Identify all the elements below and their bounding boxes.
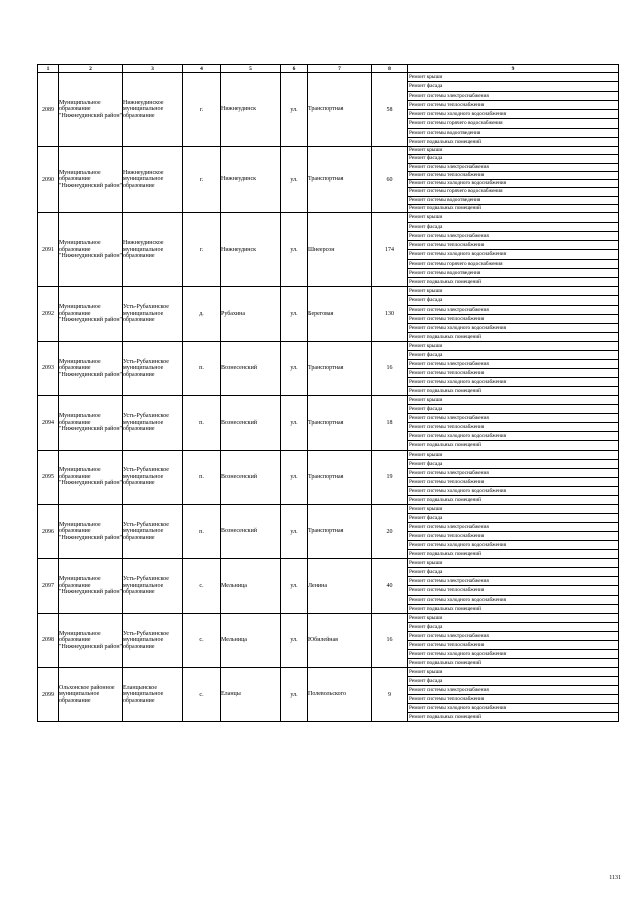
house-number: 19 (372, 450, 408, 504)
settlement-type: г. (183, 213, 221, 287)
municipal-district: Муниципальное образование "Нижнеудинский район" (59, 147, 123, 213)
settlement-name: Нижнеудинское муниципальное образование (123, 213, 183, 287)
repair-work-item: Ремонт крыши (408, 505, 618, 514)
repair-works-list (408, 504, 619, 558)
settlement-type: г. (183, 73, 221, 147)
repair-work-item: Ремонт крыши (408, 451, 618, 460)
repair-work-item: Ремонт фасада (408, 296, 618, 305)
repair-work-item: Ремонт системы электроснабжения (408, 577, 618, 586)
table-row (38, 147, 619, 213)
settlement-name: Нижнеудинское муниципальное образование (123, 73, 183, 147)
street-type: ул. (281, 341, 308, 395)
repair-work-item: Ремонт системы электроснабжения (408, 686, 618, 695)
repair-work-item: Ремонт системы водоотведения (408, 197, 618, 205)
street-name: Юбилейная (308, 613, 372, 667)
municipal-district: Муниципальное образование "Нижнеудинский район" (59, 396, 123, 450)
repair-works-list (408, 147, 619, 213)
table-row (38, 73, 619, 147)
settlement-type: п. (183, 450, 221, 504)
repair-work-item: Ремонт системы холодного водоснабжения (408, 378, 618, 387)
street-name: Транспортная (308, 450, 372, 504)
repair-work-item: Ремонт фасада (408, 351, 618, 360)
row-number: 2091 (38, 213, 59, 287)
row-number: 2099 (38, 668, 59, 722)
repair-work-item: Ремонт системы электроснабжения (408, 632, 618, 641)
street-type: ул. (281, 613, 308, 667)
street-type: ул. (281, 287, 308, 341)
repair-work-item: Ремонт системы горячего водоснабжения (408, 119, 618, 128)
settlement-type: с. (183, 613, 221, 667)
repair-work-item: Ремонт системы теплоснабжения (408, 641, 618, 650)
house-number: 18 (372, 396, 408, 450)
repair-work-item: Ремонт крыши (408, 396, 618, 405)
repair-work-item: Ремонт фасада (408, 568, 618, 577)
house-number: 174 (372, 213, 408, 287)
row-number: 2095 (38, 450, 59, 504)
settlement-name: Усть-Рубахинское муниципальное образование (123, 341, 183, 395)
municipal-district: Муниципальное образование "Нижнеудинский район" (59, 504, 123, 558)
repair-work-item: Ремонт системы холодного водоснабжения (408, 704, 618, 713)
repair-works-list (408, 559, 619, 613)
street-type: ул. (281, 504, 308, 558)
repair-works-list (408, 213, 619, 287)
street-type: ул. (281, 73, 308, 147)
settlement-name: Усть-Рубахинское муниципальное образование (123, 450, 183, 504)
repair-work-item: Ремонт фасада (408, 460, 618, 469)
repair-work-item: Ремонт системы холодного водоснабжения (408, 250, 618, 259)
repair-work-item: Ремонт системы теплоснабжения (408, 315, 618, 324)
settlement-type: п. (183, 504, 221, 558)
repair-work-item: Ремонт крыши (408, 147, 618, 155)
settlement-type: г. (183, 147, 221, 213)
table-row (38, 213, 619, 287)
settlement-type: п. (183, 396, 221, 450)
street-type: ул. (281, 450, 308, 504)
repair-work-item: Ремонт системы электроснабжения (408, 414, 618, 423)
repair-work-item: Ремонт крыши (408, 559, 618, 568)
repair-work-item: Ремонт крыши (408, 287, 618, 296)
repair-work-item: Ремонт фасада (408, 677, 618, 686)
table-row (38, 341, 619, 395)
street-type: ул. (281, 668, 308, 722)
row-number: 2093 (38, 341, 59, 395)
street-type: ул. (281, 396, 308, 450)
table-body (38, 73, 619, 722)
repair-work-item: Ремонт фасада (408, 514, 618, 523)
table-row (38, 613, 619, 667)
municipal-district: Муниципальное образование "Нижнеудинский район" (59, 341, 123, 395)
street-name: Полевольского (308, 668, 372, 722)
locality-name: Нижнеудинск (221, 73, 281, 147)
repair-work-item: Ремонт системы теплоснабжения (408, 241, 618, 250)
repair-work-item: Ремонт фасада (408, 82, 618, 91)
municipal-district: Муниципальное образование "Нижнеудинский район" (59, 559, 123, 613)
repair-works-list (408, 73, 619, 147)
repair-work-item: Ремонт системы теплоснабжения (408, 532, 618, 541)
street-name: Береговая (308, 287, 372, 341)
repair-work-item: Ремонт системы водоотведения (408, 129, 618, 138)
column-header-3: 3 (123, 65, 183, 73)
column-header-4: 4 (183, 65, 221, 73)
repair-works-list (408, 287, 619, 341)
table-header-row (38, 65, 619, 73)
repair-works-list (408, 341, 619, 395)
settlement-name: Еланцынское муниципальное образование (123, 668, 183, 722)
table-row (38, 287, 619, 341)
row-number: 2096 (38, 504, 59, 558)
repair-work-item: Ремонт системы теплоснабжения (408, 423, 618, 432)
row-number: 2097 (38, 559, 59, 613)
settlement-type: п. (183, 341, 221, 395)
repair-work-item: Ремонт подвальных помещений (409, 204, 481, 211)
repair-work-item: Ремонт системы теплоснабжения (408, 478, 618, 487)
table-row (38, 668, 619, 722)
house-number: 16 (372, 613, 408, 667)
settlement-name: Усть-Рубахинское муниципальное образование (123, 559, 183, 613)
repair-work-item: Ремонт системы холодного водоснабжения (408, 324, 618, 333)
repair-work-item: Ремонт системы электроснабжения (408, 360, 618, 369)
house-number: 60 (372, 147, 408, 213)
repair-work-item: Ремонт фасада (408, 223, 618, 232)
municipal-district: Муниципальное образование "Нижнеудинский район" (59, 73, 123, 147)
repair-work-item: Ремонт системы электроснабжения (408, 523, 618, 532)
municipal-district: Муниципальное образование "Нижнеудинский район" (59, 287, 123, 341)
settlement-name: Усть-Рубахинское муниципальное образование (123, 396, 183, 450)
repair-work-item: Ремонт системы холодного водоснабжения (408, 110, 618, 119)
repair-work-item: Ремонт подвальных помещений (409, 279, 481, 286)
repair-work-item: Ремонт подвальных помещений (409, 138, 481, 145)
repair-work-item: Ремонт подвальных помещений (409, 496, 481, 503)
settlement-type: с. (183, 668, 221, 722)
street-name: Шнеерсон (308, 213, 372, 287)
repair-work-item: Ремонт системы горячего водоснабжения (408, 188, 618, 196)
house-number: 9 (372, 668, 408, 722)
repair-work-item: Ремонт фасада (408, 155, 618, 163)
repair-work-item: Ремонт крыши (408, 213, 618, 222)
municipal-district: Муниципальное образование "Нижнеудинский район" (59, 450, 123, 504)
locality-name: Рубахина (221, 287, 281, 341)
repair-works-list (408, 396, 619, 450)
column-header-9: 9 (408, 65, 619, 73)
page-number: 1131 (609, 875, 621, 881)
table-row (38, 559, 619, 613)
repair-work-item: Ремонт системы холодного водоснабжения (408, 541, 618, 550)
repair-work-item: Ремонт системы холодного водоснабжения (408, 596, 618, 605)
table-row (38, 504, 619, 558)
street-name: Транспортная (308, 396, 372, 450)
repair-works-list (408, 613, 619, 667)
locality-name: Мельница (221, 613, 281, 667)
column-header-8: 8 (372, 65, 408, 73)
repair-work-item: Ремонт системы холодного водоснабжения (408, 487, 618, 496)
municipal-district: Ольхонское районное муниципальное образование (59, 668, 123, 722)
repair-work-item: Ремонт системы электроснабжения (408, 232, 618, 241)
house-number: 16 (372, 341, 408, 395)
street-type: ул. (281, 213, 308, 287)
street-name: Транспортная (308, 73, 372, 147)
repair-work-item: Ремонт подвальных помещений (409, 333, 481, 340)
house-number: 20 (372, 504, 408, 558)
repair-work-item: Ремонт системы холодного водоснабжения (408, 180, 618, 188)
repair-work-item: Ремонт крыши (408, 668, 618, 677)
repair-work-item: Ремонт системы водоотведения (408, 269, 618, 278)
repair-work-item: Ремонт подвальных помещений (409, 551, 481, 558)
municipal-district: Муниципальное образование "Нижнеудинский район" (59, 613, 123, 667)
settlement-name: Усть-Рубахинское муниципальное образование (123, 287, 183, 341)
repair-work-item: Ремонт крыши (408, 614, 618, 623)
row-number: 2092 (38, 287, 59, 341)
repair-work-item: Ремонт системы электроснабжения (408, 306, 618, 315)
repair-work-item: Ремонт системы горячего водоснабжения (408, 260, 618, 269)
repair-work-item: Ремонт системы теплоснабжения (408, 172, 618, 180)
street-name: Транспортная (308, 147, 372, 213)
settlement-name: Усть-Рубахинское муниципальное образование (123, 504, 183, 558)
house-number: 58 (372, 73, 408, 147)
column-header-2: 2 (59, 65, 123, 73)
street-type: ул. (281, 147, 308, 213)
street-type: ул. (281, 559, 308, 613)
house-number: 40 (372, 559, 408, 613)
row-number: 2094 (38, 396, 59, 450)
street-name: Транспортная (308, 504, 372, 558)
locality-name: Вознесенский (221, 450, 281, 504)
repair-work-item: Ремонт системы теплоснабжения (408, 695, 618, 704)
settlement-name: Нижнеудинское муниципальное образование (123, 147, 183, 213)
repair-work-item: Ремонт подвальных помещений (409, 605, 481, 612)
settlement-type: с. (183, 559, 221, 613)
column-header-5: 5 (221, 65, 281, 73)
locality-name: Еланцы (221, 668, 281, 722)
repair-work-item: Ремонт крыши (408, 342, 618, 351)
row-number: 2089 (38, 73, 59, 147)
repair-work-item: Ремонт системы холодного водоснабжения (408, 432, 618, 441)
table-row (38, 450, 619, 504)
column-header-1: 1 (38, 65, 59, 73)
repair-work-item: Ремонт системы электроснабжения (408, 164, 618, 172)
table-row (38, 396, 619, 450)
column-header-7: 7 (308, 65, 372, 73)
locality-name: Вознесенский (221, 396, 281, 450)
repair-work-item: Ремонт системы теплоснабжения (408, 369, 618, 378)
settlement-name: Усть-Рубахинское муниципальное образование (123, 613, 183, 667)
repair-work-item: Ремонт системы электроснабжения (408, 469, 618, 478)
repair-work-item: Ремонт фасада (408, 623, 618, 632)
house-number: 130 (372, 287, 408, 341)
repair-work-item: Ремонт системы электроснабжения (408, 92, 618, 101)
row-number: 2098 (38, 613, 59, 667)
repair-work-item: Ремонт системы теплоснабжения (408, 101, 618, 110)
locality-name: Вознесенский (221, 341, 281, 395)
housing-repair-table (37, 64, 619, 722)
street-name: Ленина (308, 559, 372, 613)
locality-name: Нижнеудинск (221, 147, 281, 213)
repair-work-item: Ремонт подвальных помещений (409, 388, 481, 395)
locality-name: Вознесенский (221, 504, 281, 558)
repair-work-item: Ремонт системы холодного водоснабжения (408, 650, 618, 659)
repair-works-list (408, 668, 619, 722)
column-header-6: 6 (281, 65, 308, 73)
repair-work-item: Ремонт системы теплоснабжения (408, 586, 618, 595)
repair-work-item: Ремонт подвальных помещений (409, 442, 481, 449)
repair-work-item: Ремонт подвальных помещений (409, 659, 481, 666)
street-name: Транспортная (308, 341, 372, 395)
settlement-type: д. (183, 287, 221, 341)
repair-works-list (408, 450, 619, 504)
row-number: 2090 (38, 147, 59, 213)
repair-work-item: Ремонт подвальных помещений (409, 714, 481, 721)
repair-work-item: Ремонт крыши (408, 73, 618, 82)
locality-name: Нижнеудинск (221, 213, 281, 287)
municipal-district: Муниципальное образование "Нижнеудинский район" (59, 213, 123, 287)
locality-name: Мельница (221, 559, 281, 613)
repair-work-item: Ремонт фасада (408, 405, 618, 414)
